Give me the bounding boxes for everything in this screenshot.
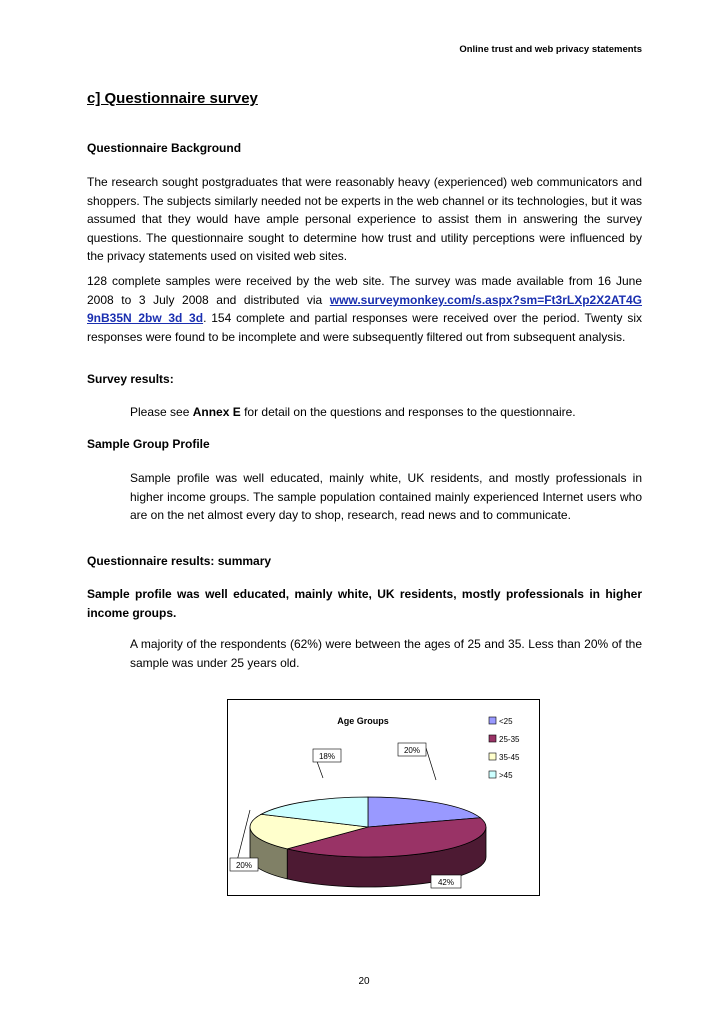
legend-swatch-<25 bbox=[489, 717, 496, 724]
leader-line-35-45 bbox=[236, 810, 250, 865]
section-title: c] Questionnaire survey bbox=[87, 90, 258, 107]
paragraph-text: Please see bbox=[130, 405, 193, 419]
summary-heading: Questionnaire results: summary bbox=[87, 554, 272, 568]
legend-label-35-45: 35-45 bbox=[499, 753, 520, 762]
page-number: 20 bbox=[358, 976, 370, 987]
data-label-35-45: 20% bbox=[235, 861, 253, 870]
paragraph-text: for detail on the questions and responses to the questionnaire. bbox=[240, 405, 576, 419]
data-label->45: 18% bbox=[318, 752, 336, 761]
data-label-<25: 20% bbox=[403, 746, 421, 755]
paragraph-text: . 154 complete and partial responses were received over the period. Twenty six responses were found to be incomplete and were subsequently filtered out from subsequent analysis. bbox=[87, 311, 642, 344]
sample-profile-text: Sample profile was well educated, mainly white, UK residents, and mostly professionals in higher income groups. The sample population contained mainly experienced Internet users who are on the net almost every day to shop, research, read news and to communicate. bbox=[130, 471, 642, 523]
summary-bold-statement: Sample profile was well educated, mainly white, UK residents, mostly professionals in higher income groups. bbox=[87, 587, 642, 620]
legend-swatch->45 bbox=[489, 771, 496, 778]
survey-results-text bbox=[130, 403, 642, 422]
summary-text: A majority of the respondents (62%) were between the ages of 25 and 35. Less than 20% of the sample was under 25 years old. bbox=[130, 637, 642, 670]
pie-chart-svg bbox=[228, 700, 541, 897]
survey-link[interactable]: www.surveymonkey.com/s.aspx?sm=Ft3rLXp2X2AT4G 9nB35N_2bw_3d_3d bbox=[87, 292, 642, 326]
legend-label-<25: <25 bbox=[499, 717, 513, 726]
legend-label-25-35: 25-35 bbox=[499, 735, 520, 744]
background-paragraph-1: The research sought postgraduates that were reasonably heavy (experienced) web communicators and shoppers. The subjects similarly needed not be experts in the web channel or its technologies, but it was assumed that they would have ample personal experience to assist them in answering the survey questions. The questionnaire sought to determine how trust and utility perceptions were influenced by the privacy statements used on visited web sites. bbox=[87, 175, 642, 264]
paragraph-text: 128 complete samples were received by the web site. The survey was made available from 16 June 2008 to 3 July 2008 and distributed via bbox=[87, 274, 642, 307]
chart-title: Age Groups bbox=[337, 716, 389, 726]
survey-results-heading: Survey results: bbox=[87, 372, 174, 386]
leader-line-<25 bbox=[426, 748, 436, 780]
background-paragraph-2 bbox=[87, 272, 642, 346]
annex-reference: Annex E bbox=[192, 405, 241, 419]
sample-profile-heading: Sample Group Profile bbox=[87, 437, 210, 451]
legend-swatch-25-35 bbox=[489, 735, 496, 742]
running-header: Online trust and web privacy statements bbox=[459, 44, 642, 55]
data-label-25-35: 42% bbox=[437, 878, 455, 887]
legend-swatch-35-45 bbox=[489, 753, 496, 760]
background-heading: Questionnaire Background bbox=[87, 141, 242, 155]
age-groups-chart bbox=[227, 699, 540, 896]
legend-label->45: >45 bbox=[499, 771, 513, 780]
